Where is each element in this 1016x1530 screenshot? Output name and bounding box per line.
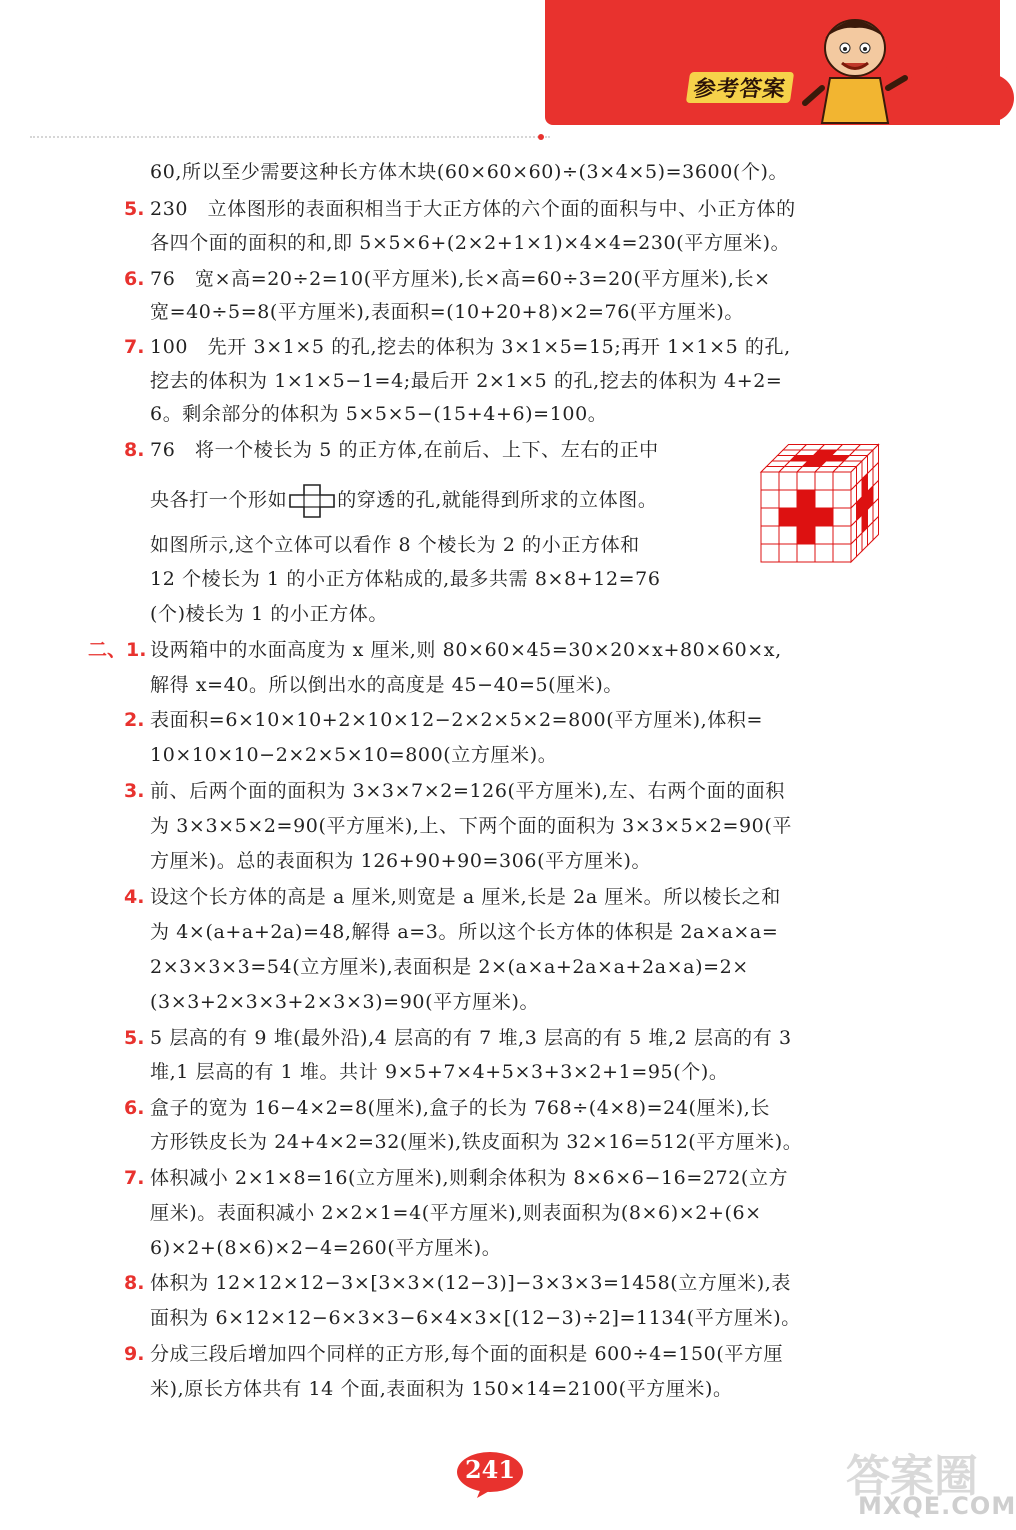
cube-front-cell: [797, 526, 815, 544]
item-number: 8.: [124, 439, 145, 461]
text-line: 6。剩余部分的体积为 5×5×5−(15+4+6)=100。: [150, 403, 608, 425]
cube-front-cell: [815, 472, 833, 490]
header-divider: [30, 128, 550, 138]
text-line: 如图所示,这个立体可以看作 8 个棱长为 2 的小正方体和: [150, 534, 640, 556]
mascot-icon: [800, 8, 910, 133]
cube-front-cell: [797, 490, 815, 508]
item-number: 2.: [124, 709, 145, 731]
cube-front-cell: [779, 526, 797, 544]
cube-front-cell: [833, 508, 851, 526]
text-line: 面积为 6×12×12−6×3×3−6×4×3×[(12−3)÷2]=1134(平方厘米)。: [150, 1307, 801, 1329]
cube-front-cell: [779, 472, 797, 490]
banner-scallop-decoration: [900, 70, 1000, 140]
text-line: 76 将一个棱长为 5 的正方体,在前后、上下、左右的正中: [150, 439, 659, 461]
text-line: 解得 x=40。所以倒出水的高度是 45−40=5(厘米)。: [150, 674, 623, 696]
text-line: 表面积=6×10×10+2×10×12−2×2×5×2=800(平方厘米),体积=: [150, 709, 764, 731]
text-line: 5 层高的有 9 堆(最外沿),4 层高的有 7 堆,3 层高的有 5 堆,2 层高的有 3: [150, 1027, 792, 1049]
text-line: 挖去的体积为 1×1×5−1=4;最后开 2×1×5 的孔,挖去的体积为 4+2=: [150, 370, 783, 392]
cube-front-cell: [833, 490, 851, 508]
item-number: 8.: [124, 1272, 145, 1294]
text-line: 宽=40÷5=8(平方厘米),表面积=(10+20+8)×2=76(平方厘米)。: [150, 301, 744, 323]
text-line: 体积减小 2×1×8=16(立方厘米),则剩余体积为 8×6×6−16=272(立方: [150, 1167, 789, 1189]
text-line: 盒子的宽为 16−4×2=8(厘米),盒子的长为 768÷(4×8)=24(厘米),长: [150, 1097, 771, 1119]
text-line: 60,所以至少需要这种长方体木块(60×60×60)÷(3×4×5)=3600(个)。: [150, 161, 789, 183]
text-line: 方形铁皮长为 24+4×2=32(厘米),铁皮面积为 32×16=512(平方厘米)。: [150, 1131, 803, 1153]
item-number: 7.: [124, 1167, 145, 1189]
cube-front-cell: [779, 508, 797, 526]
text-line: 堆,1 层高的有 1 堆。共计 9×5+7×4+5×3+3×2+1=95(个)。: [150, 1061, 729, 1083]
text-line: 各四个面的面积的和,即 5×5×6+(2×2+1×1)×4×4=230(平方厘米)。: [150, 232, 791, 254]
text-line: (3×3+2×3×3+2×3×3)=90(平方厘米)。: [150, 991, 540, 1013]
item-number: 5.: [124, 198, 145, 220]
cube-front-cell: [761, 526, 779, 544]
cube-front-cell: [797, 472, 815, 490]
cube-front-cell: [797, 544, 815, 562]
header-title: 参考答案: [686, 72, 794, 103]
cube-front-cell: [815, 526, 833, 544]
text-segment: 的穿透的孔,就能得到所求的立体图。: [337, 489, 658, 511]
text-line: 方厘米)。总的表面积为 126+90+90=306(平方厘米)。: [150, 850, 652, 872]
text-line: 12 个棱长为 1 的小正方体粘成的,最多共需 8×8+12=76: [150, 568, 661, 590]
text-line: 10×10×10−2×2×5×10=800(立方厘米)。: [150, 744, 558, 766]
text-line: 2×3×3×3=54(立方厘米),表面积是 2×(a×a+2a×a+2a×a)=2×: [150, 956, 749, 978]
item-number: 7.: [124, 336, 145, 358]
item-number: 4.: [124, 886, 145, 908]
text-line: 厘米)。表面积减小 2×2×1=4(平方厘米),则表面积为(8×6)×2+(6×: [150, 1202, 762, 1224]
text-line: 76 宽×高=20÷2=10(平方厘米),长×高=60÷3=20(平方厘米),长×: [150, 268, 771, 290]
text-line: 体积为 12×12×12−3×[3×3×(12−3)]−3×3×3=1458(立方厘米),表: [150, 1272, 791, 1294]
text-line: 为 3×3×5×2=90(平方厘米),上、下两个面的面积为 3×3×5×2=90(平: [150, 815, 792, 837]
text-line: 设两箱中的水面高度为 x 厘米,则 80×60×45=30×20×x+80×60×x,: [150, 639, 782, 661]
cube-front-cell: [779, 490, 797, 508]
watermark-url: MXQE.COM: [858, 1492, 1016, 1520]
text-line: 100 先开 3×1×5 的孔,挖去的体积为 3×1×5=15;再开 1×1×5 的孔,: [150, 336, 791, 358]
cube-front-cell: [815, 508, 833, 526]
item-number: 9.: [124, 1343, 145, 1365]
cube-front-cell: [779, 544, 797, 562]
item-number: 6.: [124, 1097, 145, 1119]
text-line: 分成三段后增加四个同样的正方形,每个面的面积是 600÷4=150(平方厘: [150, 1343, 784, 1365]
section-number: 二、1.: [88, 639, 147, 661]
item-number: 6.: [124, 268, 145, 290]
cube-front-cell: [761, 472, 779, 490]
cube-figure: [755, 436, 887, 564]
cross-shape-icon: [289, 484, 335, 518]
cube-front-cell: [815, 544, 833, 562]
cube-front-cell: [761, 508, 779, 526]
text-line: 设这个长方体的高是 a 厘米,则宽是 a 厘米,长是 2a 厘米。所以棱长之和: [150, 886, 781, 908]
text-line: (个)棱长为 1 的小正方体。: [150, 603, 388, 625]
cube-front-cell: [833, 544, 851, 562]
cube-front-cell: [833, 526, 851, 544]
text-line: 米),原长方体共有 14 个面,表面积为 150×14=2100(平方厘米)。: [150, 1378, 733, 1400]
text-line-with-shape: [150, 484, 657, 518]
cube-front-cell: [797, 508, 815, 526]
cube-front-cell: [761, 490, 779, 508]
text-segment: 央各打一个形如: [150, 489, 288, 511]
text-line: 6)×2+(8×6)×2−4=260(平方厘米)。: [150, 1237, 502, 1259]
text-line: 为 4×(a+a+2a)=48,解得 a=3。所以这个长方体的体积是 2a×a×a=: [150, 921, 779, 943]
text-line: 前、后两个面的面积为 3×3×7×2=126(平方厘米),左、右两个面的面积: [150, 780, 786, 802]
cube-front-cell: [815, 490, 833, 508]
item-number: 3.: [124, 780, 145, 802]
cube-front-cell: [761, 544, 779, 562]
cube-front-cell: [833, 472, 851, 490]
item-number: 5.: [124, 1027, 145, 1049]
text-line: 230 立体图形的表面积相当于大正方体的六个面的面积与中、小正方体的: [150, 198, 796, 220]
header-divider-dot: [538, 134, 544, 140]
watermark-logo: 答案圈: [846, 1451, 978, 1502]
page-number: 241: [464, 1455, 516, 1484]
